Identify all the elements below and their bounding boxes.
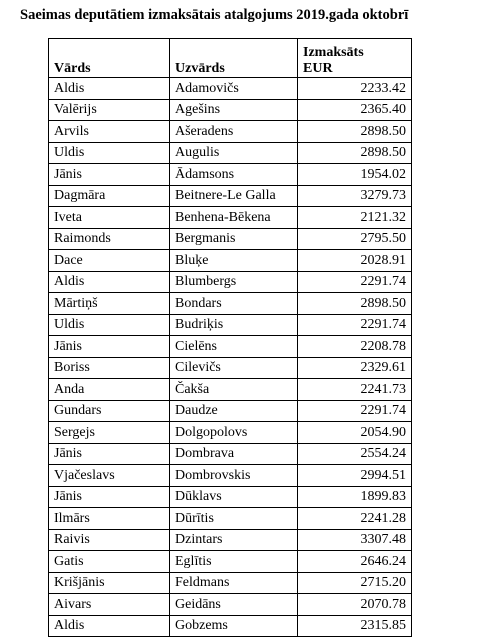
table-body [49, 78, 412, 637]
cell-amount: 3279.73 [298, 185, 412, 207]
cell-first-name: Gundars [49, 400, 170, 422]
cell-amount: 2070.78 [298, 594, 412, 616]
table-row [49, 594, 412, 616]
cell-last-name: Agešins [170, 99, 298, 121]
cell-first-name: Ilmārs [49, 508, 170, 530]
cell-amount: 2291.74 [298, 314, 412, 336]
table-row [49, 228, 412, 250]
cell-amount: 2994.51 [298, 465, 412, 487]
table-row [49, 207, 412, 229]
header-first-name: Vārds [49, 39, 170, 78]
cell-amount: 2898.50 [298, 142, 412, 164]
cell-amount: 2646.24 [298, 551, 412, 573]
cell-first-name: Raimonds [49, 228, 170, 250]
table-row [49, 121, 412, 143]
cell-last-name: Daudze [170, 400, 298, 422]
cell-first-name: Valērijs [49, 99, 170, 121]
cell-last-name: Dombrovskis [170, 465, 298, 487]
cell-first-name: Aldis [49, 271, 170, 293]
cell-amount: 2028.91 [298, 250, 412, 272]
cell-last-name: Bondars [170, 293, 298, 315]
cell-amount: 2054.90 [298, 422, 412, 444]
cell-amount: 2898.50 [298, 121, 412, 143]
cell-last-name: Cielēns [170, 336, 298, 358]
cell-amount: 2715.20 [298, 572, 412, 594]
cell-last-name: Augulis [170, 142, 298, 164]
table-row [49, 443, 412, 465]
salary-table [48, 38, 412, 637]
table-header-row [49, 39, 412, 78]
header-amount [298, 39, 412, 78]
cell-last-name: Beitnere-Le Galla [170, 185, 298, 207]
cell-last-name: Čakša [170, 379, 298, 401]
cell-first-name: Sergejs [49, 422, 170, 444]
cell-last-name: Adamovičs [170, 78, 298, 100]
cell-first-name: Vjačeslavs [49, 465, 170, 487]
cell-first-name: Dagmāra [49, 185, 170, 207]
cell-first-name: Dace [49, 250, 170, 272]
cell-amount: 1899.83 [298, 486, 412, 508]
cell-first-name: Jānis [49, 164, 170, 186]
table-row [49, 142, 412, 164]
header-amount-label: Izmaksāts [303, 45, 364, 60]
table-row [49, 293, 412, 315]
table-row [49, 422, 412, 444]
cell-last-name: Benhena-Bēkena [170, 207, 298, 229]
cell-amount: 2241.28 [298, 508, 412, 530]
table-row [49, 551, 412, 573]
table-row [49, 357, 412, 379]
cell-first-name: Boriss [49, 357, 170, 379]
cell-first-name: Gatis [49, 551, 170, 573]
document-title: Saeimas deputātiem izmaksātais atalgojums 2019.gada oktobrī [20, 7, 409, 23]
table-row [49, 336, 412, 358]
cell-first-name: Aldis [49, 78, 170, 100]
header-last-name: Uzvārds [170, 39, 298, 78]
table-row [49, 185, 412, 207]
cell-first-name: Jānis [49, 336, 170, 358]
cell-first-name: Arvils [49, 121, 170, 143]
cell-last-name: Ašeradens [170, 121, 298, 143]
cell-last-name: Dūrītis [170, 508, 298, 530]
table-row [49, 615, 412, 637]
table-row [49, 529, 412, 551]
cell-amount: 2291.74 [298, 271, 412, 293]
cell-first-name: Jānis [49, 443, 170, 465]
cell-amount: 2121.32 [298, 207, 412, 229]
table-row [49, 379, 412, 401]
cell-first-name: Aldis [49, 615, 170, 637]
cell-amount: 2898.50 [298, 293, 412, 315]
cell-amount: 2241.73 [298, 379, 412, 401]
cell-amount: 2554.24 [298, 443, 412, 465]
cell-first-name: Jānis [49, 486, 170, 508]
cell-last-name: Dolgopolovs [170, 422, 298, 444]
table-row [49, 164, 412, 186]
cell-last-name: Gobzems [170, 615, 298, 637]
cell-last-name: Budriķis [170, 314, 298, 336]
cell-amount: 2795.50 [298, 228, 412, 250]
table-row [49, 78, 412, 100]
cell-amount: 2208.78 [298, 336, 412, 358]
cell-first-name: Uldis [49, 142, 170, 164]
cell-amount: 2291.74 [298, 400, 412, 422]
cell-first-name: Uldis [49, 314, 170, 336]
cell-amount: 2329.61 [298, 357, 412, 379]
table-row [49, 271, 412, 293]
table-row [49, 508, 412, 530]
cell-last-name: Ādamsons [170, 164, 298, 186]
table-row [49, 314, 412, 336]
table-row [49, 572, 412, 594]
header-amount-currency: EUR [303, 61, 333, 76]
cell-last-name: Blumbergs [170, 271, 298, 293]
cell-amount: 2315.85 [298, 615, 412, 637]
cell-first-name: Anda [49, 379, 170, 401]
cell-amount: 2233.42 [298, 78, 412, 100]
cell-amount: 3307.48 [298, 529, 412, 551]
cell-last-name: Geidāns [170, 594, 298, 616]
cell-first-name: Krišjānis [49, 572, 170, 594]
cell-first-name: Iveta [49, 207, 170, 229]
table-row [49, 250, 412, 272]
table-row [49, 99, 412, 121]
cell-amount: 1954.02 [298, 164, 412, 186]
cell-last-name: Bergmanis [170, 228, 298, 250]
cell-last-name: Eglītis [170, 551, 298, 573]
cell-last-name: Dzintars [170, 529, 298, 551]
table-row [49, 465, 412, 487]
cell-first-name: Raivis [49, 529, 170, 551]
cell-last-name: Bluķe [170, 250, 298, 272]
table-row [49, 400, 412, 422]
cell-last-name: Dūklavs [170, 486, 298, 508]
cell-amount: 2365.40 [298, 99, 412, 121]
cell-first-name: Mārtiņš [49, 293, 170, 315]
cell-last-name: Dombrava [170, 443, 298, 465]
cell-last-name: Feldmans [170, 572, 298, 594]
cell-last-name: Cilevičs [170, 357, 298, 379]
cell-first-name: Aivars [49, 594, 170, 616]
table-row [49, 486, 412, 508]
